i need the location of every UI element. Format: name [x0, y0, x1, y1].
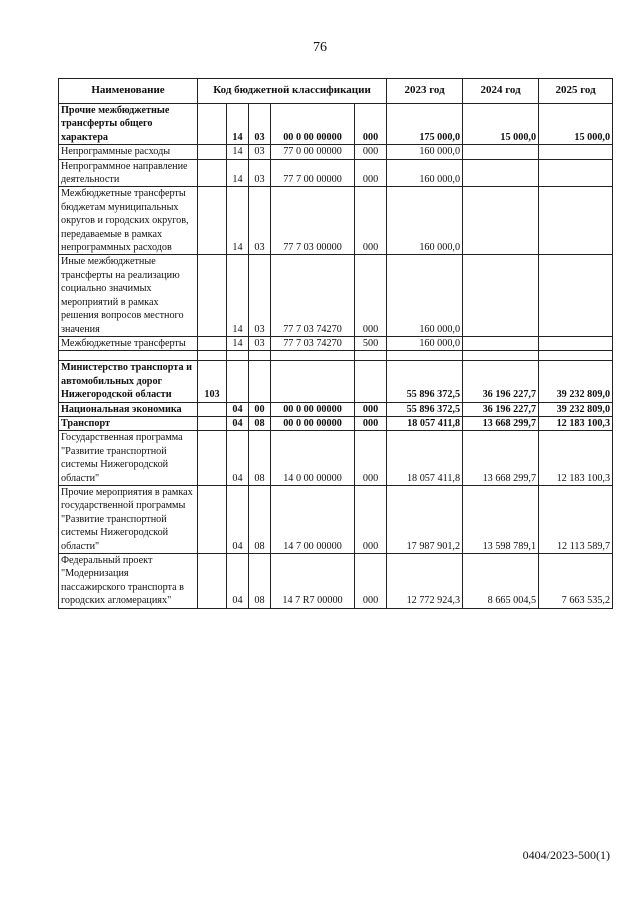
- row-name: Иные межбюджетные трансферты на реализацию социально значимых мероприятий в рамках решения вопросов местного значения: [59, 255, 198, 336]
- table-row: [59, 255, 613, 336]
- header-2025: 2025 год: [539, 79, 613, 104]
- empty-cell: [198, 351, 227, 361]
- row-section-code: 14: [227, 187, 249, 255]
- row-subsection-code: 08: [249, 431, 271, 486]
- row-amount-2023: 160 000,0: [387, 159, 463, 187]
- row-amount-2025: [539, 336, 613, 350]
- row-name: Непрограммные расходы: [59, 145, 198, 159]
- row-amount-2024: 13 598 789,1: [463, 485, 539, 553]
- row-expense-type-code: [355, 361, 387, 402]
- row-amount-2023: 160 000,0: [387, 187, 463, 255]
- row-amount-2023: 160 000,0: [387, 336, 463, 350]
- row-name: Федеральный проект "Модернизация пассажирского транспорта в городских агломерациях": [59, 554, 198, 609]
- row-expense-type-code: 000: [355, 485, 387, 553]
- row-subsection-code: 08: [249, 485, 271, 553]
- row-amount-2025: 39 232 809,0: [539, 402, 613, 416]
- row-amount-2025: [539, 159, 613, 187]
- row-ved-code: [198, 104, 227, 145]
- row-ved-code: [198, 402, 227, 416]
- row-target-code: 00 0 00 00000: [271, 402, 355, 416]
- row-amount-2023: 18 057 411,8: [387, 431, 463, 486]
- row-expense-type-code: 000: [355, 402, 387, 416]
- table-row: [59, 104, 613, 145]
- row-section-code: 04: [227, 485, 249, 553]
- row-expense-type-code: 000: [355, 159, 387, 187]
- table-row: [59, 361, 613, 402]
- row-amount-2023: 12 772 924,3: [387, 554, 463, 609]
- header-name: Наименование: [59, 79, 198, 104]
- row-section-code: 04: [227, 402, 249, 416]
- row-amount-2024: 36 196 227,7: [463, 361, 539, 402]
- row-target-code: 00 0 00 00000: [271, 104, 355, 145]
- row-ved-code: [198, 431, 227, 486]
- row-ved-code: [198, 416, 227, 430]
- row-amount-2024: 36 196 227,7: [463, 402, 539, 416]
- row-amount-2023: 18 057 411,8: [387, 416, 463, 430]
- row-section-code: 04: [227, 431, 249, 486]
- empty-cell: [249, 351, 271, 361]
- table-row: [59, 431, 613, 486]
- table-row: [59, 554, 613, 609]
- row-expense-type-code: 000: [355, 145, 387, 159]
- row-name: Министерство транспорта и автомобильных дорог Нижегородской области: [59, 361, 198, 402]
- row-ved-code: [198, 485, 227, 553]
- row-amount-2025: [539, 145, 613, 159]
- empty-cell: [387, 351, 463, 361]
- row-subsection-code: 03: [249, 104, 271, 145]
- row-amount-2025: [539, 187, 613, 255]
- row-target-code: 77 7 03 00000: [271, 187, 355, 255]
- table-body: [59, 104, 613, 609]
- row-amount-2025: 39 232 809,0: [539, 361, 613, 402]
- row-expense-type-code: 000: [355, 554, 387, 609]
- row-subsection-code: [249, 361, 271, 402]
- table-row: [59, 416, 613, 430]
- row-ved-code: [198, 336, 227, 350]
- row-target-code: [271, 361, 355, 402]
- row-amount-2023: 160 000,0: [387, 255, 463, 336]
- table-row: [59, 145, 613, 159]
- row-target-code: 14 7 00 00000: [271, 485, 355, 553]
- row-section-code: [227, 361, 249, 402]
- document-code: 0404/2023-500(1): [522, 848, 610, 862]
- row-amount-2024: 13 668 299,7: [463, 431, 539, 486]
- blank-row: [59, 351, 613, 361]
- row-target-code: 14 7 R7 00000: [271, 554, 355, 609]
- empty-cell: [463, 351, 539, 361]
- empty-cell: [355, 351, 387, 361]
- empty-cell: [539, 351, 613, 361]
- row-amount-2024: 13 668 299,7: [463, 416, 539, 430]
- row-expense-type-code: 000: [355, 416, 387, 430]
- table-row: [59, 402, 613, 416]
- row-name: Прочие межбюджетные трансферты общего характера: [59, 104, 198, 145]
- row-section-code: 04: [227, 416, 249, 430]
- row-ved-code: [198, 187, 227, 255]
- row-name: Межбюджетные трансферты бюджетам муниципальных округов и городских округов, передаваемые в рамках непрограммных расходов: [59, 187, 198, 255]
- table-row: [59, 485, 613, 553]
- row-amount-2023: 55 896 372,5: [387, 402, 463, 416]
- row-amount-2024: [463, 255, 539, 336]
- row-amount-2025: 15 000,0: [539, 104, 613, 145]
- row-amount-2024: 15 000,0: [463, 104, 539, 145]
- row-section-code: 14: [227, 255, 249, 336]
- row-amount-2023: 17 987 901,2: [387, 485, 463, 553]
- row-subsection-code: 03: [249, 145, 271, 159]
- row-amount-2025: 12 113 589,7: [539, 485, 613, 553]
- row-name: Непрограммное направление деятельности: [59, 159, 198, 187]
- row-amount-2024: 8 665 004,5: [463, 554, 539, 609]
- row-subsection-code: 00: [249, 402, 271, 416]
- row-expense-type-code: 000: [355, 255, 387, 336]
- header-2023: 2023 год: [387, 79, 463, 104]
- row-section-code: 14: [227, 104, 249, 145]
- row-section-code: 14: [227, 159, 249, 187]
- row-name: Транспорт: [59, 416, 198, 430]
- row-expense-type-code: 000: [355, 104, 387, 145]
- row-subsection-code: 03: [249, 187, 271, 255]
- row-target-code: 14 0 00 00000: [271, 431, 355, 486]
- row-amount-2023: 175 000,0: [387, 104, 463, 145]
- header-code: Код бюджетной классификации: [198, 79, 387, 104]
- table-header-row: [59, 79, 613, 104]
- table-row: [59, 336, 613, 350]
- row-ved-code: [198, 255, 227, 336]
- row-subsection-code: 03: [249, 159, 271, 187]
- row-section-code: 04: [227, 554, 249, 609]
- row-amount-2024: [463, 145, 539, 159]
- row-subsection-code: 08: [249, 416, 271, 430]
- empty-cell: [59, 351, 198, 361]
- row-amount-2024: [463, 159, 539, 187]
- row-target-code: 77 7 03 74270: [271, 336, 355, 350]
- row-name: Межбюджетные трансферты: [59, 336, 198, 350]
- row-target-code: 77 7 00 00000: [271, 159, 355, 187]
- row-amount-2025: 7 663 535,2: [539, 554, 613, 609]
- row-expense-type-code: 000: [355, 431, 387, 486]
- row-target-code: 77 0 00 00000: [271, 145, 355, 159]
- table-row: [59, 159, 613, 187]
- row-amount-2024: [463, 336, 539, 350]
- row-subsection-code: 08: [249, 554, 271, 609]
- row-name: Национальная экономика: [59, 402, 198, 416]
- row-target-code: 00 0 00 00000: [271, 416, 355, 430]
- empty-cell: [271, 351, 355, 361]
- row-expense-type-code: 500: [355, 336, 387, 350]
- empty-cell: [227, 351, 249, 361]
- row-amount-2025: 12 183 100,3: [539, 431, 613, 486]
- row-amount-2024: [463, 187, 539, 255]
- budget-table: [58, 78, 613, 609]
- row-section-code: 14: [227, 145, 249, 159]
- row-ved-code: [198, 554, 227, 609]
- row-amount-2025: [539, 255, 613, 336]
- header-2024: 2024 год: [463, 79, 539, 104]
- table-row: [59, 187, 613, 255]
- page-number: 76: [313, 40, 327, 55]
- row-ved-code: [198, 145, 227, 159]
- row-amount-2023: 55 896 372,5: [387, 361, 463, 402]
- row-section-code: 14: [227, 336, 249, 350]
- row-ved-code: [198, 159, 227, 187]
- row-amount-2023: 160 000,0: [387, 145, 463, 159]
- row-target-code: 77 7 03 74270: [271, 255, 355, 336]
- row-ved-code: 103: [198, 361, 227, 402]
- row-name: Государственная программа "Развитие транспортной системы Нижегородской области": [59, 431, 198, 486]
- row-subsection-code: 03: [249, 255, 271, 336]
- row-amount-2025: 12 183 100,3: [539, 416, 613, 430]
- row-expense-type-code: 000: [355, 187, 387, 255]
- row-subsection-code: 03: [249, 336, 271, 350]
- row-name: Прочие мероприятия в рамках государственной программы "Развитие транспортной системы Нижегородской области": [59, 485, 198, 553]
